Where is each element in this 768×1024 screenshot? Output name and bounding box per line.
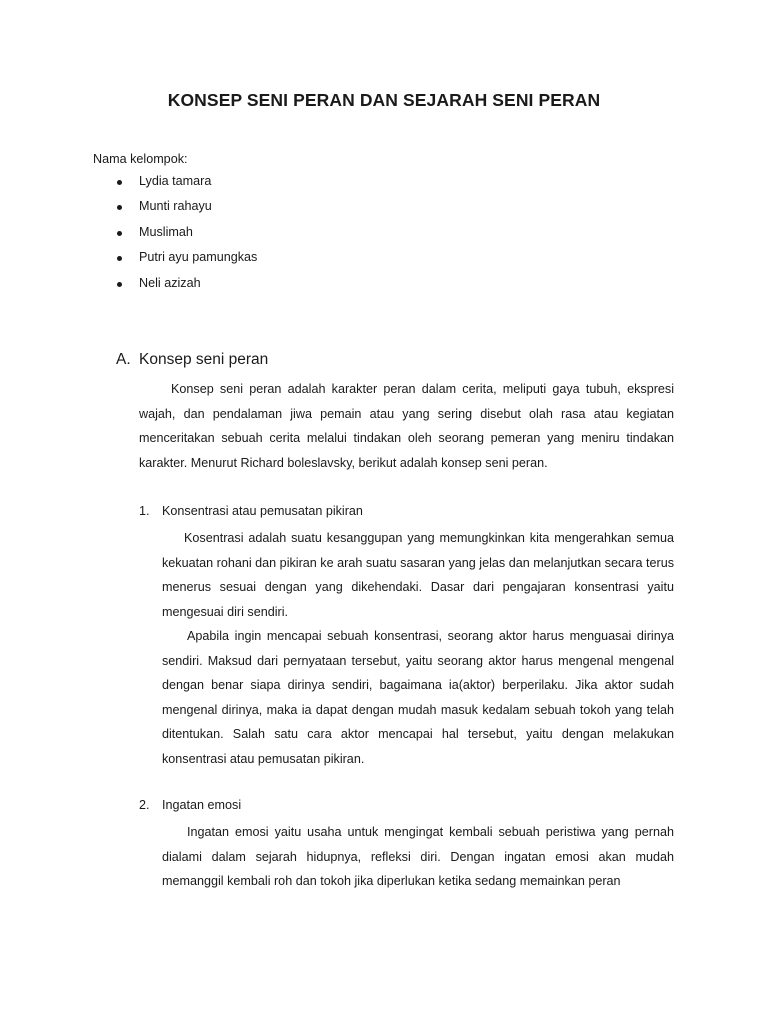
- list-item: [0, 174, 768, 199]
- section-title: Konsep seni peran: [139, 351, 269, 368]
- subsection-number: 1.: [139, 504, 150, 518]
- member-name: Neli azizah: [139, 275, 201, 290]
- intro-paragraph: Konsep seni peran adalah karakter peran dalam cerita, meliputi gaya tubuh, ekspresi wajah, dan pendalaman jiwa pemain atau yang sering disebut olah rasa atau kegiatan menceritakan sebuah cerita melalui tindakan oleh seorang pemeran yang meniru tindakan karakter. Menurut Richard boleslavsky, berikut adalah konsep seni peran.: [139, 382, 674, 470]
- list-item: [0, 250, 768, 275]
- bullet-icon: [117, 256, 122, 261]
- section-letter: A.: [116, 351, 131, 368]
- member-name: Munti rahayu: [139, 199, 212, 214]
- list-item: [0, 225, 768, 250]
- paragraph: Ingatan emosi yaitu usaha untuk mengingat kembali sebuah peristiwa yang pernah dialami dalam sejarah hidupnya, refleksi diri. Dengan ingatan emosi akan mudah memanggil kembali roh dan tokoh jika diperlukan ketika sedang memainkan peran: [162, 825, 674, 889]
- member-name: Putri ayu pamungkas: [139, 250, 258, 265]
- document-title: KONSEP SENI PERAN DAN SEJARAH SENI PERAN: [167, 90, 601, 110]
- subsection-number: 2.: [139, 798, 150, 812]
- bullet-icon: [117, 205, 122, 210]
- member-name: Muslimah: [139, 224, 193, 239]
- paragraph: Apabila ingin mencapai sebuah konsentrasi, seorang aktor harus menguasai dirinya sendiri. Maksud dari pernyataan tersebut, yaitu seorang aktor harus mengenal mengenal dengan benar siapa dirinya sendiri, bagaimana ia(aktor) berperilaku. Jika aktor sudah mengenal dirinya, maka ia dapat dengan mudah masuk kedalam sebuah tokoh yang telah ditentukan. Salah satu cara aktor mencapai hal tersebut, yaitu dengan melakukan konsentrasi atau pemusatan pikiran.: [162, 629, 674, 766]
- bullet-icon: [117, 180, 122, 185]
- subsection-title: Konsentrasi atau pemusatan pikiran: [162, 504, 363, 518]
- list-item: [0, 276, 768, 301]
- member-list: [0, 174, 768, 301]
- paragraph: Kosentrasi adalah suatu kesanggupan yang memungkinkan kita mengerahkan semua kekuatan rohani dan pikiran ke arah suatu sasaran yang jelas dan melanjutkan secara terus menerus sesuai dengan yang dikehendaki. Dasar dari pengajaran konsentrasi yaitu mengesuai diri sendiri.: [162, 531, 674, 619]
- list-item: [0, 199, 768, 224]
- member-name: Lydia tamara: [139, 174, 212, 188]
- subsection-title: Ingatan emosi: [162, 798, 242, 812]
- bullet-icon: [117, 282, 122, 287]
- group-label: Nama kelompok:: [93, 152, 188, 166]
- bullet-icon: [117, 231, 122, 236]
